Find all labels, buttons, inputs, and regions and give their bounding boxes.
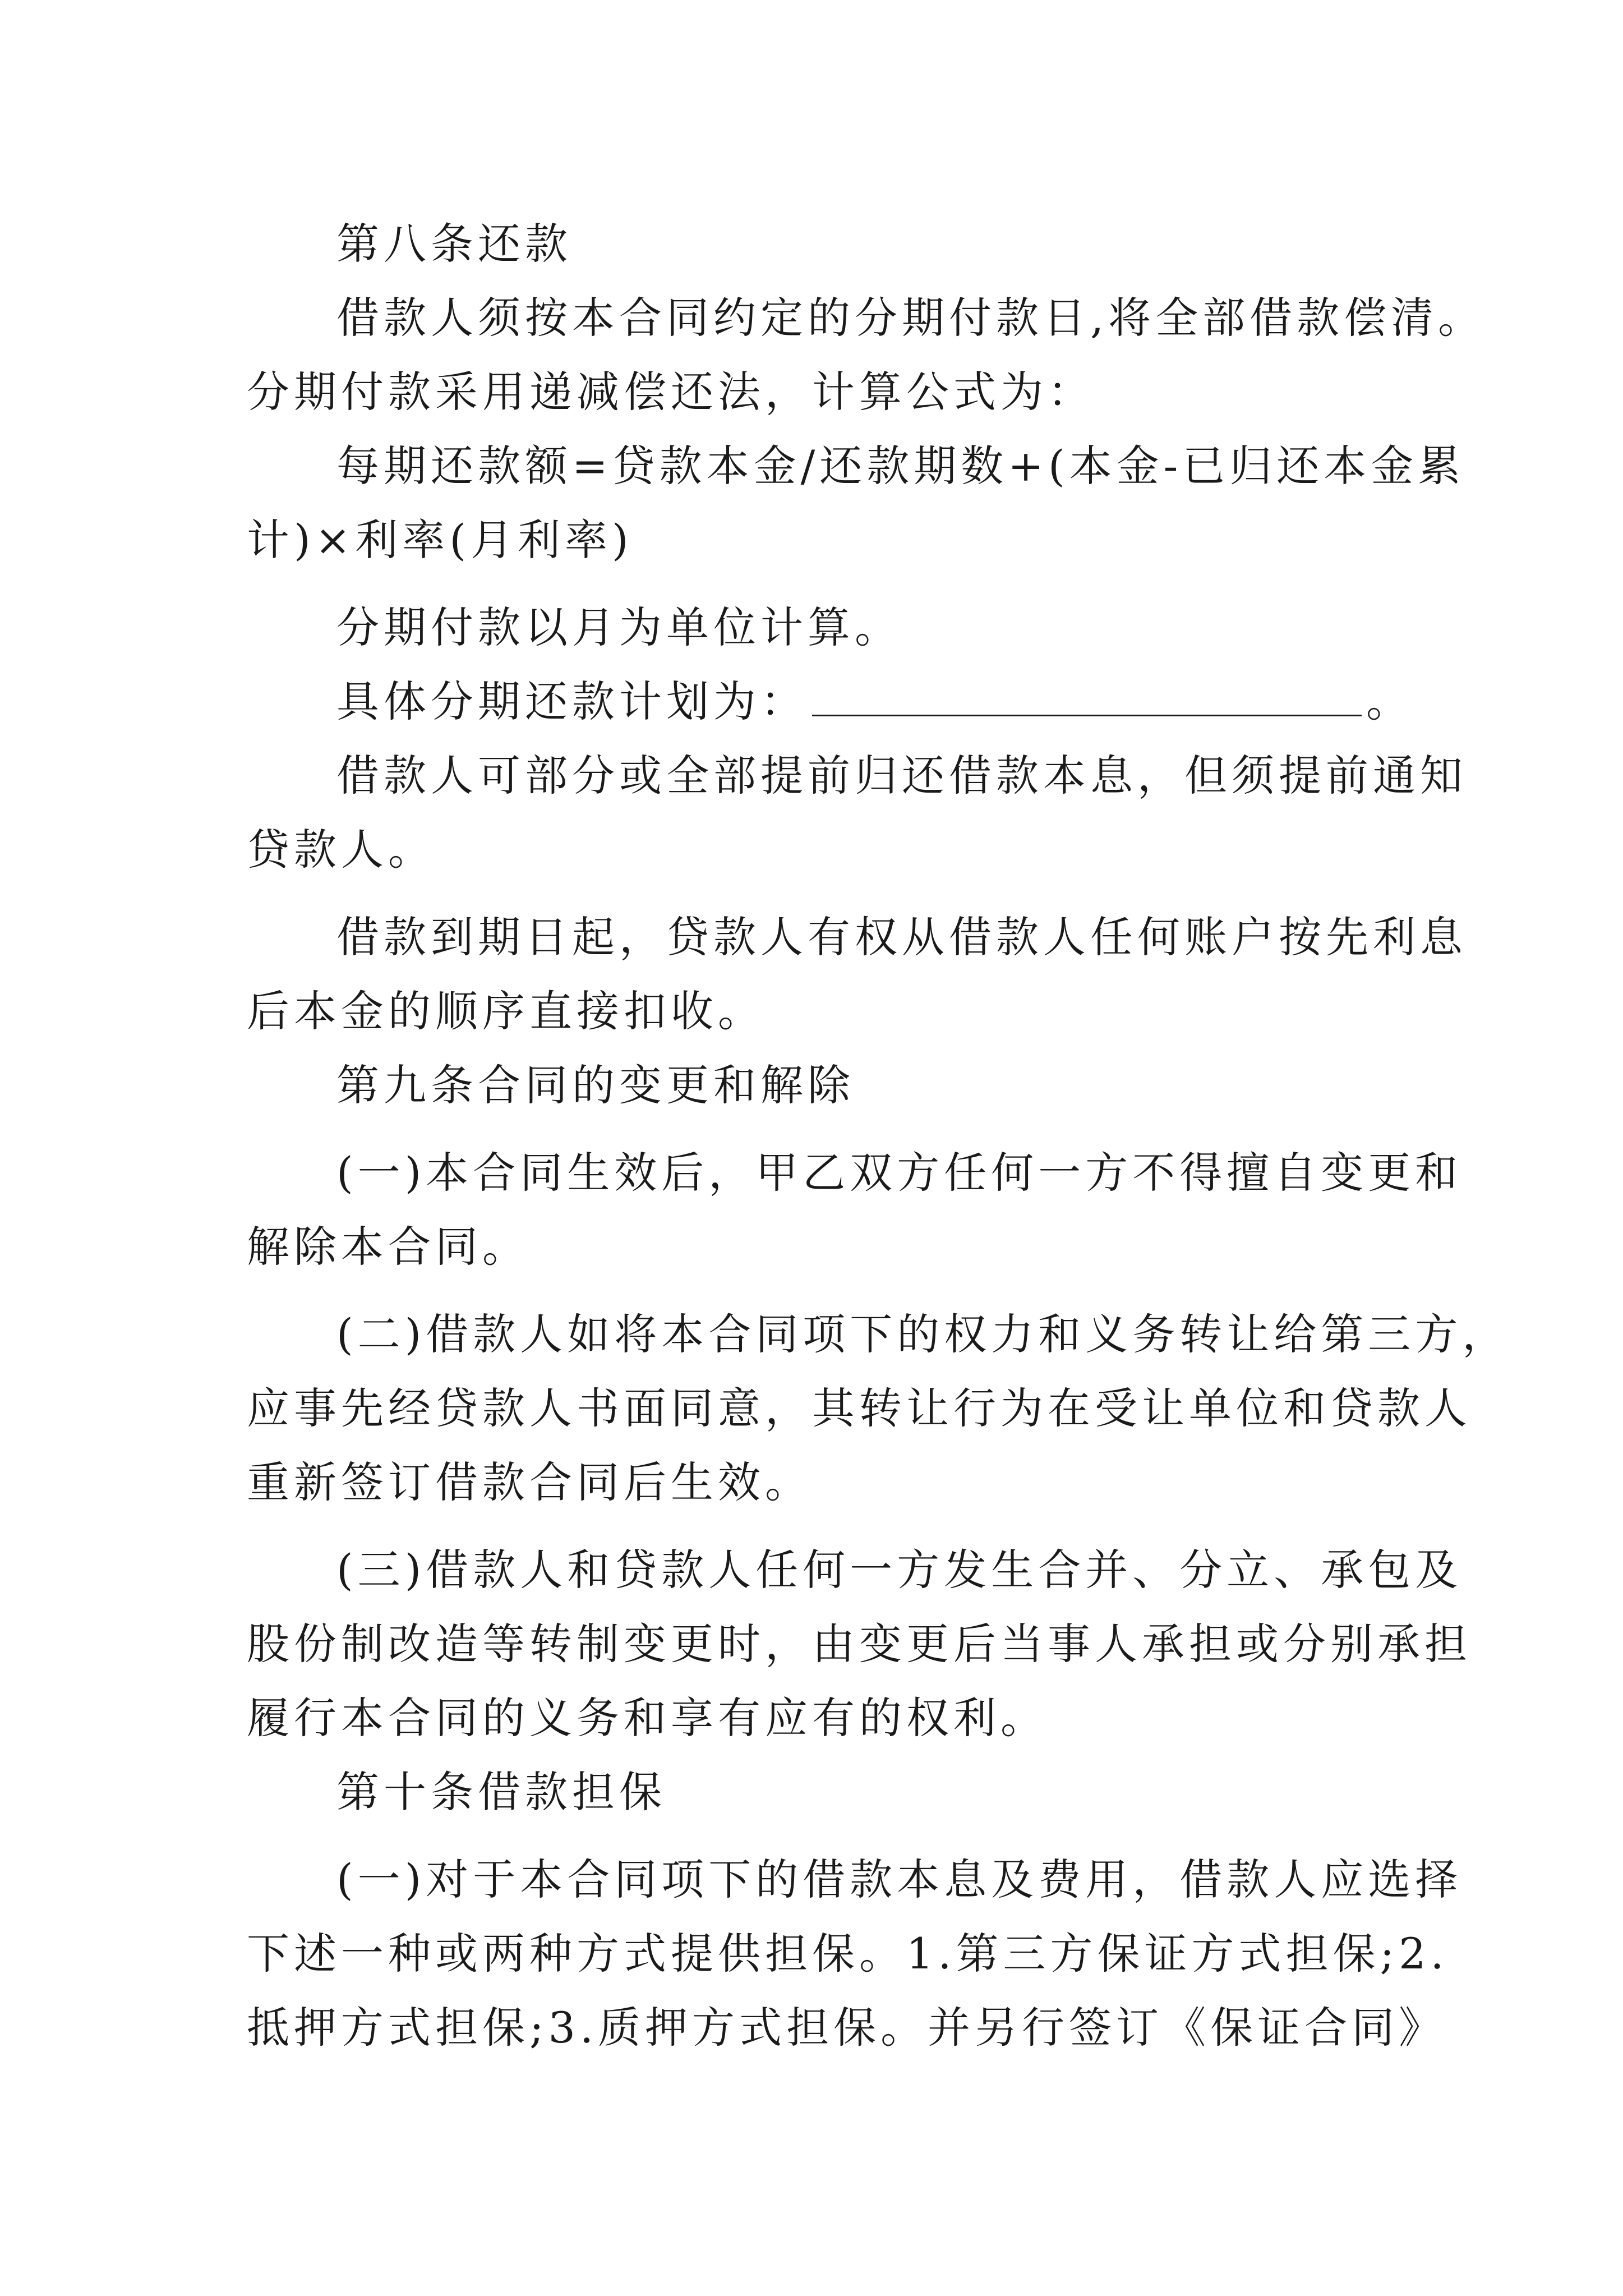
paragraph-line: 借款到期日起，贷款人有权从借款人任何账户按先利息 [336, 912, 1467, 962]
article-10-heading: 第十条借款担保 [336, 1767, 666, 1817]
paragraph-line: 重新签订借款合同后生效。 [247, 1457, 812, 1507]
paragraph-line: 解除本合同。 [247, 1222, 529, 1272]
formula-line: 计)×利率(月利率) [247, 515, 633, 565]
paragraph-line: 后本金的顺序直接扣收。 [247, 986, 765, 1036]
repayment-plan-label: 具体分期还款计划为： [336, 677, 808, 726]
paragraph-line: (一)对于本合同项下的借款本息及费用，借款人应选择 [336, 1855, 1463, 1904]
article-9-heading: 第九条合同的变更和解除 [336, 1060, 855, 1110]
paragraph-line: 借款人可部分或全部提前归还借款本息，但须提前通知 [336, 751, 1467, 800]
repayment-plan-line [336, 674, 1413, 730]
paragraph-line: 分期付款以月为单位计算。 [336, 602, 902, 652]
article-8-heading: 第八条还款 [336, 219, 572, 269]
paragraph-line: 应事先经贷款人书面同意，其转让行为在受让单位和贷款人 [247, 1383, 1472, 1433]
paragraph-line: 履行本合同的义务和享有应有的权利。 [247, 1693, 1048, 1743]
paragraph-line: 抵押方式担保;3.质押方式担保。并另行签订《保证合同》 [247, 2003, 1446, 2053]
paragraph-line: 借款人须按本合同约定的分期付款日,将全部借款偿清。 [336, 293, 1486, 343]
paragraph-line: (二)借款人如将本合同项下的权力和义务转让给第三方， [336, 1309, 1510, 1359]
blank-suffix: 。 [1366, 677, 1413, 726]
paragraph-line: 贷款人。 [247, 825, 435, 875]
fill-in-blank[interactable] [812, 675, 1362, 716]
paragraph-line: 分期付款采用递减偿还法，计算公式为： [247, 367, 1095, 417]
formula-line: 每期还款额=贷款本金/还款期数+(本金-已归还本金累 [336, 441, 1465, 491]
paragraph-line: (一)本合同生效后，甲乙双方任何一方不得擅自变更和 [336, 1148, 1463, 1198]
paragraph-line: 下述一种或两种方式提供担保。1.第三方保证方式担保;2. [247, 1929, 1449, 1978]
paragraph-line: 股份制改造等转制变更时，由变更后当事人承担或分别承担 [247, 1619, 1472, 1669]
paragraph-line: (三)借款人和贷款人任何一方发生合并、分立、承包及 [336, 1545, 1463, 1595]
